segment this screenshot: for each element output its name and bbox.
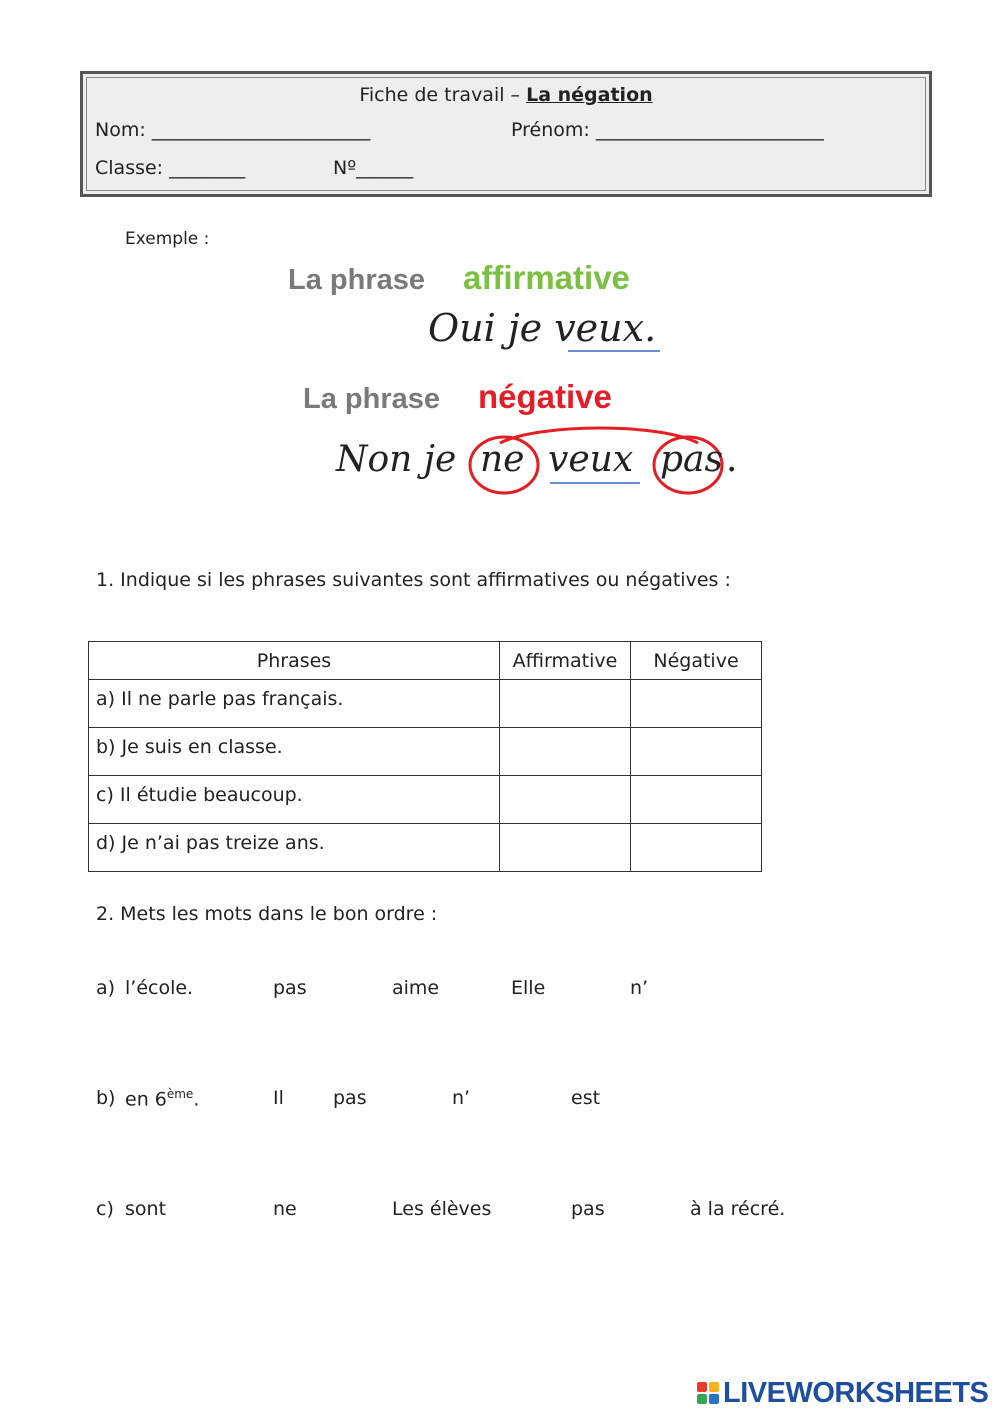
answer-d-affirmative[interactable] xyxy=(500,824,631,872)
ex2-b-label: b) xyxy=(96,1087,116,1109)
ex2-c-word: pas xyxy=(571,1198,605,1220)
negative-end: . xyxy=(726,439,738,480)
header-affirmative: Affirmative xyxy=(500,642,631,680)
ex2-a-word: aime xyxy=(392,977,440,999)
worksheet-header xyxy=(80,71,932,197)
example-label: Exemple : xyxy=(125,229,210,249)
affirmative-sentence: Oui je veux. xyxy=(428,306,657,350)
table-row xyxy=(89,824,762,872)
ex2-a-word: n’ xyxy=(630,977,649,999)
answer-b-affirmative[interactable] xyxy=(500,728,631,776)
ex2-a-label: a) xyxy=(96,977,116,999)
ex2-c-label: c) xyxy=(96,1198,114,1220)
ex2-c-word: à la récré. xyxy=(690,1198,786,1220)
header-negative: Négative xyxy=(631,642,762,680)
worksheet-title xyxy=(83,84,929,106)
ex2-a-word: Elle xyxy=(511,977,546,999)
ex2-b-word1-sup: ème xyxy=(166,1087,194,1101)
exercise1-instruction: 1. Indique si les phrases suivantes sont affirmatives ou négatives : xyxy=(96,569,731,591)
negative-verb: veux xyxy=(548,439,634,480)
negative-heading-word: négative xyxy=(478,378,612,415)
title-prefix: Fiche de travail – xyxy=(359,84,527,106)
sentence-c: c) Il étudie beaucoup. xyxy=(89,776,500,824)
answer-a-negative[interactable] xyxy=(631,680,762,728)
liveworksheets-squares-icon xyxy=(697,1382,719,1404)
ex2-b-word-first xyxy=(125,1087,199,1110)
ex2-a-word: l’école. xyxy=(125,977,194,999)
negative-pas: pas xyxy=(660,439,723,480)
liveworksheets-logo-text: LIVEWORKSHEETS xyxy=(723,1376,989,1409)
classe-field[interactable]: Classe: ________ xyxy=(95,157,246,179)
ex2-c-word: sont xyxy=(125,1198,167,1220)
ex2-a-word: pas xyxy=(273,977,307,999)
table-row xyxy=(89,728,762,776)
table-row xyxy=(89,776,762,824)
sentence-b: b) Je suis en classe. xyxy=(89,728,500,776)
table-header-row xyxy=(89,642,762,680)
table-row xyxy=(89,680,762,728)
exercise2-instruction: 2. Mets les mots dans le bon ordre : xyxy=(96,903,438,925)
negative-ne: ne xyxy=(480,439,525,480)
answer-c-negative[interactable] xyxy=(631,776,762,824)
ex2-b-word1: en 6 xyxy=(125,1088,167,1111)
title-main: La négation xyxy=(526,84,653,106)
sentence-a: a) Il ne parle pas français. xyxy=(89,680,500,728)
answer-a-affirmative[interactable] xyxy=(500,680,631,728)
negative-heading-prefix: La phrase xyxy=(303,383,440,415)
answer-b-negative[interactable] xyxy=(631,728,762,776)
ex2-b-word: est xyxy=(571,1087,601,1109)
prenom-field[interactable]: Prénom: ________________________ xyxy=(511,119,824,141)
liveworksheets-logo[interactable] xyxy=(697,1376,988,1410)
ex2-b-word: Il xyxy=(273,1087,284,1109)
header-phrases: Phrases xyxy=(89,642,500,680)
ex2-b-word1-end: . xyxy=(193,1088,200,1111)
ex2-b-word: pas xyxy=(333,1087,367,1109)
affirmative-heading-word: affirmative xyxy=(463,259,630,296)
nom-field[interactable]: Nom: _______________________ xyxy=(95,119,371,141)
sentence-d: d) Je n’ai pas treize ans. xyxy=(89,824,500,872)
numero-field[interactable]: Nº______ xyxy=(333,157,414,179)
negative-sentence-start: Non je xyxy=(336,439,457,480)
answer-c-affirmative[interactable] xyxy=(500,776,631,824)
ex2-b-word: n’ xyxy=(452,1087,471,1109)
exercise1-table xyxy=(88,641,762,872)
answer-d-negative[interactable] xyxy=(631,824,762,872)
affirmative-heading-prefix: La phrase xyxy=(288,264,425,296)
example-illustration xyxy=(280,255,740,505)
ex2-c-word: ne xyxy=(273,1198,297,1220)
ex2-c-word: Les élèves xyxy=(392,1198,492,1220)
